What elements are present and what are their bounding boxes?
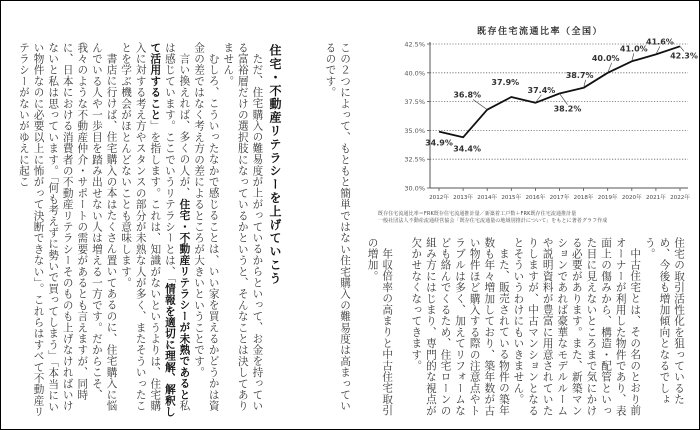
data-label: 37.4% xyxy=(527,85,556,95)
line-chart xyxy=(370,0,700,230)
data-label: 34.9% xyxy=(425,138,453,148)
text-run: 私は感じています。ここでいうリテラシーとは、「 xyxy=(163,42,191,412)
spacer xyxy=(308,42,323,420)
data-label: 36.8% xyxy=(453,90,482,100)
chart-plot xyxy=(370,0,700,210)
y-tick-label: 40.0% xyxy=(404,69,425,78)
x-tick-label: 2020年 xyxy=(621,195,642,201)
x-tick-label: 2017年 xyxy=(549,195,570,201)
body-paragraph: むしろ、こういったなかで感じることは、いい家を買えるかどうかは資金の差ではなく考え方の差によるところが大きいということです。 xyxy=(193,42,220,411)
x-tick-label: 2016年 xyxy=(525,195,546,201)
x-tick-label: 2018年 xyxy=(573,195,594,201)
body-paragraph xyxy=(119,42,192,420)
spacer xyxy=(394,237,409,423)
section-heading: 住宅・不動産リテラシーを上げていこう xyxy=(268,44,282,286)
data-label: 37.9% xyxy=(491,77,520,87)
emphasized-text: 情報を適切に理解、解釈して活用すること xyxy=(149,42,176,418)
x-tick-label: 2015年 xyxy=(501,195,522,201)
data-label: 38.2% xyxy=(553,104,582,114)
right-page xyxy=(366,0,700,430)
y-tick-label: 42.5% xyxy=(404,40,425,49)
body-paragraph: 年収倍率の高まりと中古住宅取引の増加。 xyxy=(366,237,394,416)
x-tick-label: 2019年 xyxy=(597,195,618,201)
x-tick-label: 2022年 xyxy=(670,195,690,201)
body-paragraph: また、販売されている物件の築年数も年々増加しており、築年数が古い物件ほど購入する際の注意点やトラブルは多く、加えてリフォームなども絡んでくるため、住宅ローンの組み方にはじまり、専門的な視点が欠かせなくなってきます。 xyxy=(410,237,510,417)
spacer xyxy=(294,42,309,420)
y-tick-label: 37.5% xyxy=(404,98,425,107)
left-page-body-text xyxy=(16,42,352,420)
text-run: 」を指します。これは、知識がないというよりは、住宅購入に対する考え方やスタンスの部分が未熟な人が多く、またそういったことを学ぶ機会がほとんどないことも意味します。 xyxy=(120,42,162,412)
data-label: 40.0% xyxy=(591,53,620,63)
emphasized-text: 住宅・不動産リテラシーが未熟であると xyxy=(178,198,191,400)
chart-footnote-formula: 既存住宅流通比率＝FRK既存住宅流通推計量／新築着工戸数＋FRK既存住宅流通推計量 xyxy=(378,211,577,217)
body-paragraph: 中古住宅とは、その名のとおり前オーナーが利用した物件であり、表面上の傷みから、構造・配管といった目に見えないところまで気にかける必要があります。また、新築マンションであれば豪華なモデルルームや説明資料が豊富に用意されていたりしますが、中古マンションとなるとそういうわけにもいきません。 xyxy=(512,237,642,417)
text-run: 言い換えれば、多くの人が、 xyxy=(178,52,191,199)
chart-footnote-source: 一般社団法人不動産流通経営協会「既存住宅流通量の地域別推計について」をもとに著者グラフ作成 xyxy=(378,218,608,224)
intro-paragraph: この２つによって、もともと簡単ではない住宅購入の難易度は高まっているのです。 xyxy=(324,42,351,412)
x-tick-label: 2013年 xyxy=(453,195,474,201)
data-label: 38.7% xyxy=(565,70,594,80)
data-label: 34.4% xyxy=(453,144,481,154)
data-label: 41.6% xyxy=(646,37,674,47)
body-paragraph: 書店に行けば、住宅購入の本はたくさん置いてあるのに、住宅購入に悩んでいる人や一歩目を踏み出せない人は増える一方です。だからこそ、我々のような不動産仲介・サポートの需要があるとも言えますが、同時に、日本における消費者の不動産リテラシーそのものも上げなければいけないと私は思っています。「何も考えずに勢いで買ってしまう」「本当にいい物件なのに必要以上に怖がって決断できない」。これらはすべて不動産リテラシーがないがゆえに起こ xyxy=(17,42,118,418)
data-label: 42.3% xyxy=(670,51,698,61)
x-tick-label: 2012年 xyxy=(429,195,449,201)
data-label: 41.0% xyxy=(619,44,648,54)
x-tick-label: 2014年 xyxy=(477,195,498,201)
y-tick-label: 32.5% xyxy=(404,155,425,164)
body-paragraph: ただ、住宅購入の難易度が上がっているからといって、お金を持っている富裕層だけの選択肢になっているかというと、そんなことは決してありません。 xyxy=(222,42,264,412)
y-tick-label: 35.0% xyxy=(404,126,425,135)
chart-title: 既存住宅流通比率（全国） xyxy=(476,27,603,37)
x-tick-label: 2021年 xyxy=(645,195,666,201)
right-page-body-text xyxy=(365,237,686,423)
body-paragraph: 住宅の取引活性化を狙っているため、今後も増加傾向となるでしょう。 xyxy=(643,237,685,405)
y-tick-label: 30.0% xyxy=(404,184,425,193)
